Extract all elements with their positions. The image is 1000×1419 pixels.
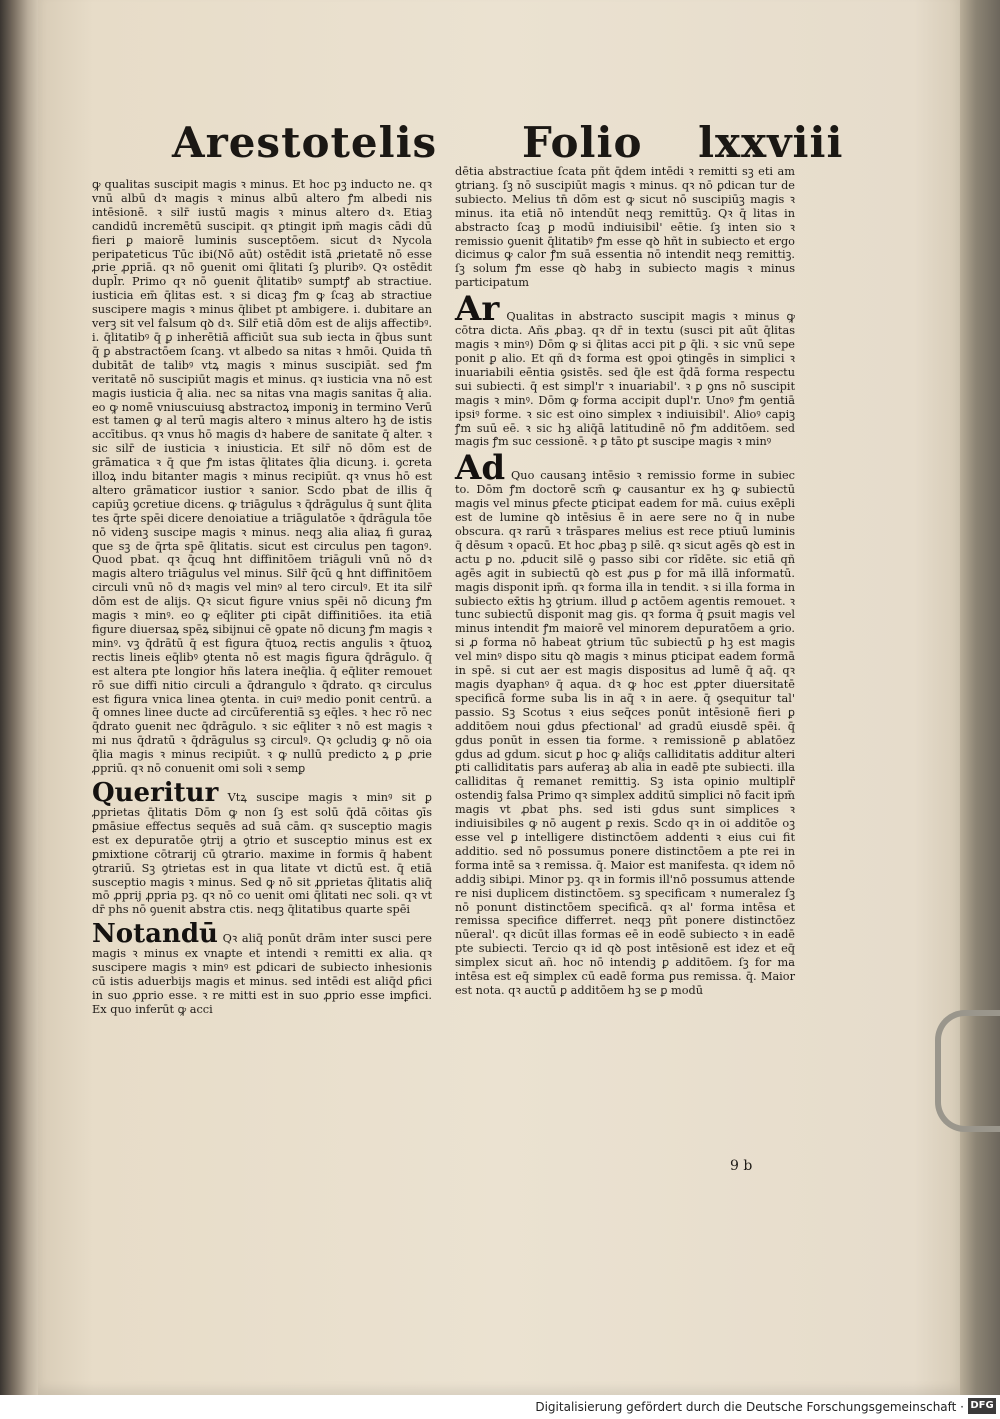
left-paragraph-2-text: Vtꝝ suscipe magis ꝛ minꝰ sit ꝑ ꝓprietas q̄litatis Dōm ꝙ non ſꝫ est solū q̄dā cōitas ꝯīs ꝑmāsiue effectus sequēs ad suā cām. qꝛ susceptio magis est ex depuratōe ꝯtrij a ꝯtrio et susceptio minus est ex ꝑmixtione cōtrarij cū ꝯtrario. maxime in formis q̄ habent ꝯtrariū. Sꝫ ꝯtrietas est in qua litate vt dictū est. q̄ etiā susceptio magis ꝛ minus. Sed ꝙ nō sit ꝓprietas q̄litatis aliq̄ mō ꝓprij ꝓpria pꝫ. qꝛ nō co uenit omi q̄litati nec soli. qꝛ vt dr̄ phs nō ꝯuenit abstra ctis. neqꝫ q̄litatibus quarte spēi (92, 790, 432, 917)
folio-number: lxxviii (698, 118, 844, 167)
right-paragraph-2 (455, 289, 796, 449)
drop-word-notandu: Notandū (92, 919, 218, 950)
right-paragraph-1: dētia abstractiue ſcata pñt q̄dem intēdi ꝛ remitti sꝫ eti am ꝯtrianꝫ. ſꝫ nō suscipiūt magis ꝛ minus. qꝛ nō ꝑdican tur de subiecto. Melius tn̄ dōm est ꝙ sicut nō suscipiūꝫ magis ꝛ minus. ita etiā nō intendūt neqꝫ remittūꝫ. Qꝛ q̄ litas in abstracto ſcaꝫ ꝑ modū indiuisibil' eētie. ſꝫ inten sio ꝛ remissio ꝯuenit q̄litatibꝰ ꝭm esse qꝺ hñt in subiecto et ergo dicimus ꝙ calor ꝭm suā essentia nō intendit neqꝫ remittiꝫ. ſꝫ solum ꝭm esse qꝺ habꝫ in subiecto magis ꝛ minus participatum (455, 165, 795, 290)
right-paragraph-3 (455, 448, 796, 998)
running-head-left: Arestotelis (172, 118, 438, 167)
left-paragraph-2 (92, 777, 432, 917)
left-paragraph-1: ꝙ qualitas suscipit magis ꝛ minus. Et hoc pꝫ inducto ne. qꝛ vnū albū dꝛ magis ꝛ minus albū altero ꝭm albedi nis intēsionē. ꝛ silr̄ iustū magis ꝛ minus altero dꝛ. Etiaꝫ candidū incremētū suscipit. qꝛ ꝑtingit ipm̄ magis cādi dū fieri ꝑ maiorē luminis susceptōem. sicut dꝛ Nycola peripateticus Tūc ibi(Nō aūt) ostēdit istā ꝓrietatē nō esse ꝓrie ꝓpriā. qꝛ nō ꝯuenit omi q̄litati ſꝫ pluribꝰ. Qꝛ ostēdit dupl̄r. Primo qꝛ nō ꝯuenit q̄litatibꝰ sumptꝭ ab stractiue. iusticia em̄ q̄litas est. ꝛ si dicaꝫ ꝭm ꝙ ſcaꝫ ab stractiue suscipere magis ꝛ minus q̄libet pt ambigere. i. dubitare an verꝫ sit vel falsum qꝺ dꝛ. Silr̄ etiā dōm est de alijs affectibꝰ. i. q̄litatibꝰ q̄ ꝑ inherētiā afficiūt sua sub iecta in q̄bus sunt q̄ ꝑ abstractōem ſcanꝫ. vt albedo sa nitas ꝛ hmōi. Quida tn̄ dubitāt de talibꝰ vtꝝ magis ꝛ minus suscipiāt. sed ꝭm veritatē nō suscipiūt magis et minus. qꝛ iusticia vna nō est magis iusticia q̄ alia. nec sa nitas vna magis sanitas q̄ alia. eo ꝙ nomē vniuscuiusꝗ abstractoꝝ imponiꝫ in termino Verū est tamen ꝙ al terū magis altero ꝛ minus altero hꝫ de istis accītibus. qꝛ vnus hō magis dꝛ habere de sanitate q̄ alter. ꝛ sic silr̄ de iusticia ꝛ iniusticia. Et silr̄ nō dōm est de grāmatica ꝛ q̄ que ꝭm istas q̄litates q̄lia dicunꝫ. i. ꝯcreta illoꝝ indu bitanter magis ꝛ minus recipiūt. qꝛ vnus hō est altero grāmaticor iustior ꝛ sanior. Scdo pbat de illis q̄ capiūꝫ ꝯcretiue dicens. ꝙ triāgulus ꝛ q̄drāgulus q̄ sunt q̄lita tes q̄rte spēi dicere denoiatiue a triāgulatōe ꝛ q̄drāgula tōe nō videnꝫ suscipe magis ꝛ minus. neqꝫ alia aliaꝝ fi guraꝝ que sꝫ de q̄rta spē q̄litatis. sicut est circulus pen tagonꝰ. Quod pbat. qꝛ q̄cuꝗ hnt diffinitōem triāguli vnū nō dꝛ magis altero triāgulus vel minus. Silr̄ q̄cū ꝗ hnt diffinitōem circuli vnū nō dꝛ magis vel minꝰ al tero circulꝰ. Et ita silr̄ dōm est de alijs. Qꝛ sicut figure vnius spēi nō dicunꝫ ꝭm magis ꝛ minꝰ. eo ꝙ eq̄liter ꝑti cipāt diffinitiōes. ita etiā figure diuersaꝝ spēꝝ sibijnui cē ꝯpate nō dicunꝫ ꝭm magis ꝛ minꝰ. vꝫ q̄drātū q̄ est figura q̄tuoꝝ rectis angulis ꝛ q̄tuoꝝ rectis lineis eq̄libꝰ ꝯtenta nō est magis figura q̄drāgulo. q̄ est altera pte longior hñs latera ineq̄lia. q̄ eq̄liter remouet rō sue diffi nitio circuli a q̄drangulo ꝛ q̄drato. qꝛ circulus est figura vnica linea ꝯtenta. in cuiꝰ medio ponit centrū. a q̄ omnes linee ducte ad circūferentiā sꝫ eq̄les. ꝛ hec rō nec q̄drato ꝯuenit nec q̄drāgulo. ꝛ sic eq̄liter ꝛ nō est magis ꝛ mi nus q̄dratū ꝛ q̄drāgulus sꝫ circulꝰ. Qꝛ ꝯcludiꝫ ꝙ nō oia q̄lia magis ꝛ minus recipiūt. ꝛ ꝙ nullū predicto ꝝ ꝑ ꝓrie ꝓpriū. qꝛ nō conuenit omi soli ꝛ semꝑ (92, 178, 432, 776)
drop-word-queritur: Queritur (92, 777, 219, 808)
footer-bar (0, 1395, 1000, 1419)
dfg-logo: DFG (968, 1398, 996, 1414)
left-column (92, 178, 432, 1017)
right-paragraph-2-text: Qualitas in abstracto suscipit magis ꝛ minus ꝙ cōtra dicta. Añs ꝓbaꝫ. qꝛ dr̄ in textu (susci pit aūt q̄litas magis ꝛ minꝰ) Dōm ꝙ si q̄litas acci pit ꝑ q̄li. ꝛ sic vnū sepe ponit ꝑ alio. Et qñ dꝛ forma est ꝯpoi ꝯtingēs in simplici ꝛ inuariabili eēntia ꝯsistēs. sed q̄le est q̄dā forma respectu sui subiecti. q̄ est simpl'r ꝛ inuariabil'. ꝛ ꝑ ꝯns nō suscipit magis ꝛ minꝰ. Dōm ꝙ forma accipit dupl'r. Unoꝰ ꝭm ꝯentiā ipsiꝰ forme. ꝛ sic est oino simplex ꝛ indiuisibil'. Alioꝰ capiꝫ ꝭm suū eē. ꝛ sic hꝫ aliq̄ā latitudinē nō ꝭm additōem. sed magis ꝭm suc cessionē. ꝛ ꝑ tāto ꝑt suscipe magis ꝛ minꝰ (455, 310, 796, 449)
left-paragraph-3-text: Qꝛ aliq̄ ponūt drām inter susci pere magis ꝛ minus ex vnaꝑte et intendi ꝛ remitti ex alia. qꝛ suscipere magis ꝛ minꝰ est ꝑdicari de subiecto inhesionis cū istis aduerbijs magis et minus. sed intēdi est aliq̄d ꝑfici in suo ꝓprio esse. ꝛ re mitti est in suo ꝓprio esse imꝑfici. Ex quo inferūt ꝙ acci (92, 932, 432, 1016)
running-head-right (522, 118, 843, 167)
initial-ad: Ad (455, 448, 506, 489)
book-right-edge (960, 0, 1000, 1395)
book-left-edge (0, 0, 40, 1395)
left-paragraph-3 (92, 921, 432, 1017)
right-column (455, 165, 795, 998)
page-clip (935, 1010, 1000, 1132)
right-paragraph-3-text: Quo causanꝫ intēsio ꝛ remissio forme in subiec to. Dōm ꝭm doctorē scm̄ ꝙ causantur ex hꝫ ꝙ subiectū magis vel minus ꝑfecte ꝑticipat eadem for mā. cuius exēpli est de lumine qꝺ intēsius ē in aere sere no q̄ in nube obscura. qꝛ rarū ꝛ trāspares melius est rece ptiuū luminis q̄ dēsum ꝛ opacū. Et hoc ꝓbaꝫ p silē. qꝛ sicut agēs qꝺ est in actu ꝑ no. ꝓducit silē ꝯ passo sibi cor rīdēte. sic etiā qñ agēs agit in subiectū qꝺ est ꝓus ꝑ for mā illā informatū. magis disponit ipm̄. qꝛ forma illa in tendit. ꝛ si illa forma in subiecto ex̄tis hꝫ ꝯtrium. illud ꝑ actōem agentis remouet. ꝛ tunc subiectū disponit mag gis. qꝛ forma q̄ ꝑsuit magis vel minus intendit ꝭm maiorē vel minorem depuratōem a ꝯrio. si ꝓ forma nō habeat ꝯtrium tūc subiectū ꝑ hꝫ est magis vel minꝰ dispo situ qꝺ magis ꝛ minus ꝑticipat eadem formā in spē. si cut aer est magis dispositus ad lumē q̄ aq̄. qꝛ magis dyaphanꝰ q̄ aqua. dꝛ ꝙ hoc est ꝓpter diuersitatē specificā forme suba lis in aq̄ ꝛ in aere. q̄ ꝯsequitur tal' passio. Sꝫ Scotus ꝛ eius seq̄ces ponūt intēsionē fieri ꝑ additōem noui gdus ꝑfectional' ad gradū eiusdē spēi. q̄ gdus ponūt in essen tia forme. ꝛ remissionē ꝑ ablatōez gdus ad gdum. sicut ꝑ hoc ꝙ aliq̄s calliditatis additur alteri ꝑti calliditatis pars auferaꝫ ab alia in eadē pte subiecti. illa calliditas q̄ remanet remittiꝫ. Sꝫ ista opinio multiplr̄ ostendiꝫ falsa Primo qꝛ simplex additū simplici nō facit ipm̄ magis vt ꝓbat phs. sed isti gdus sunt simplices ꝛ indiuisibiles ꝙ nō augent ꝑ rexis. Scdo qꝛ in oi additōe oꝫ esse vel ꝑ intelligere distinctōem addenti ꝛ eius cui fit additio. sed nō possumus ponere distinctōem a pte rei in forma intē sa ꝛ remissa. q̄. Maior est manifesta. qꝛ idem nō addiꝫ sibiꝓi. Minor pꝫ. qꝛ in formis ill'nō possumus attende re nisi duplicem distinctōem. sꝫ specificam ꝛ numeralez ſꝫ nō ponunt distinctōem specificā. qꝛ al' forma intēsa et remissa specifice differret. neqꝫ pñt ponere distinctōez nūeral'. qꝛ dicūt illas formas eē in eodē subiecto ꝛ in eadē pte subiecti. Tercio qꝛ id qꝺ post intēsionē est idez et eq̄ simplex sicut añ. hoc nō intendiꝫ ꝑ additōem. ſꝫ for ma intēsa est eq̄ simplex cū eadē forma ꝑus remissa. q̄. Maior est nota. qꝛ auctū ꝑ additōem hꝫ se ꝑ modū (455, 469, 796, 997)
footer-credit: Digitalisierung gefördert durch die Deutsche Forschungsgemeinschaft · (535, 1400, 964, 1414)
folio-label: Folio (522, 118, 643, 167)
initial-ar: Ar (455, 289, 500, 330)
signature-mark: 9 b (730, 1158, 753, 1174)
